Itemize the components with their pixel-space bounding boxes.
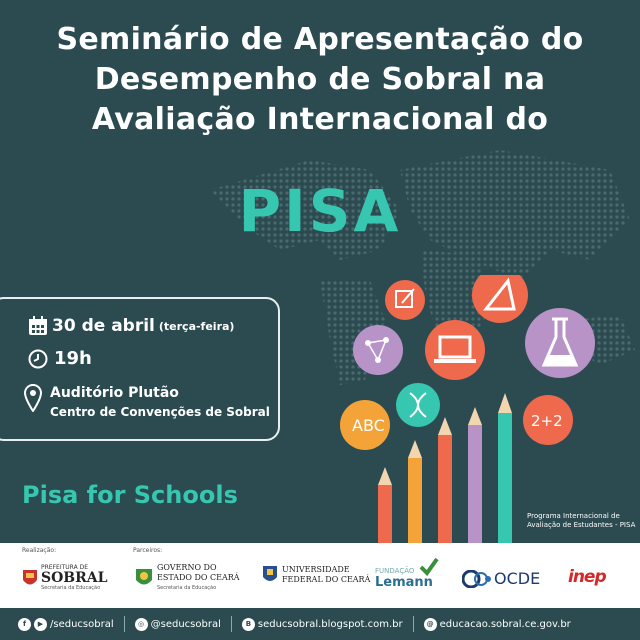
ocde-logo [462,569,540,588]
program-note-line-2: Avaliação de Estudantes - PISA [527,521,636,529]
lemann-big-text: Lemann [375,575,433,590]
footer-site-url[interactable]: educacao.sobral.ce.gov.br [439,618,571,630]
prefeitura-small-text: PREFEITURA DE [41,564,88,571]
footer-divider [231,616,232,632]
footer-social-handle-2[interactable]: @seducsobral [150,618,221,630]
footer-social-1[interactable] [18,618,114,631]
calendar-icon [28,316,48,336]
inep-text: inep [568,567,606,587]
event-time-row [28,348,92,369]
ufc-line-2: FEDERAL DO CEARÁ [282,575,371,584]
molecule-bubble [353,325,403,375]
ufc-crest-icon [262,565,278,585]
facebook-icon[interactable]: f [18,618,31,631]
program-note-line-1: Programa Internacional de [527,512,620,520]
flask-bubble [525,308,595,378]
footer-divider [413,616,414,632]
lemann-small-text: FUNDAÇÃO [375,567,415,575]
prefeitura-big-text: SOBRAL [41,570,108,586]
abc-bubble [340,400,390,450]
event-title [0,20,640,140]
location-pin-icon [24,384,42,412]
footer-bar [0,608,640,640]
instagram-icon[interactable]: ◎ [135,618,148,631]
pencils-graphic [378,393,512,545]
dna-bubble [396,383,440,427]
abc-text: ABC [352,416,385,435]
youtube-icon[interactable]: ▶ [34,618,47,631]
event-date: 30 de abril [52,316,155,336]
event-venue: Auditório Plutão [50,385,179,401]
event-weekday: (terça-feira) [158,319,235,333]
inep-logo [568,567,606,587]
web-icon[interactable]: @ [424,618,437,631]
program-note [527,512,637,530]
clock-icon [28,349,48,369]
sobral-crest-icon [22,567,38,589]
ufc-logo [262,565,370,585]
math-text: 2+2 [531,412,563,430]
footer-site[interactable] [424,618,571,631]
title-line-2: Desempenho de Sobral na [94,62,546,97]
footer-blog[interactable] [242,618,403,631]
ocde-rings-icon [462,570,492,588]
governo-line-2: ESTADO DO CEARÁ [157,573,240,582]
pisa-for-schools-tagline: Pisa for Schools [22,481,238,509]
fundacao-lemann-logo [375,557,433,590]
pisa-highlight: PISA [238,177,402,245]
governo-ceara-logo [135,563,240,593]
geometry-bubble [472,275,528,323]
education-illustration [330,275,630,545]
footer-social-handle-1[interactable]: /seducsobral [50,618,114,630]
notepad-bubble [385,280,425,320]
event-date-row [28,316,234,336]
ocde-text: OCDE [494,569,541,588]
governo-line-1: GOVERNO DO [157,563,217,572]
realizacao-label: Realização: [22,547,57,554]
prefeitura-sub-text: Secretaria da Educação [41,585,101,591]
parceiros-label: Parceiros: [133,547,163,554]
governo-sub-text: Secretaria da Educação [157,585,217,591]
prefeitura-sobral-logo [22,563,107,593]
title-line-3: Avaliação Internacional do [91,102,549,137]
footer-divider [124,616,125,632]
footer-social-2[interactable] [135,618,221,631]
ceara-crest-icon [135,567,153,589]
ufc-line-1: UNIVERSIDADE [282,565,350,574]
partners-strip [0,543,640,608]
laptop-bubble [425,320,485,380]
lemann-mark-icon [419,557,439,577]
math-bubble [523,395,573,445]
footer-blog-url[interactable]: seducsobral.blogspot.com.br [257,618,403,630]
event-venue-detail: Centro de Convenções de Sobral [50,405,270,419]
title-line-1: Seminário de Apresentação do [56,22,584,57]
blog-icon[interactable]: B [242,618,255,631]
event-time: 19h [54,348,92,369]
